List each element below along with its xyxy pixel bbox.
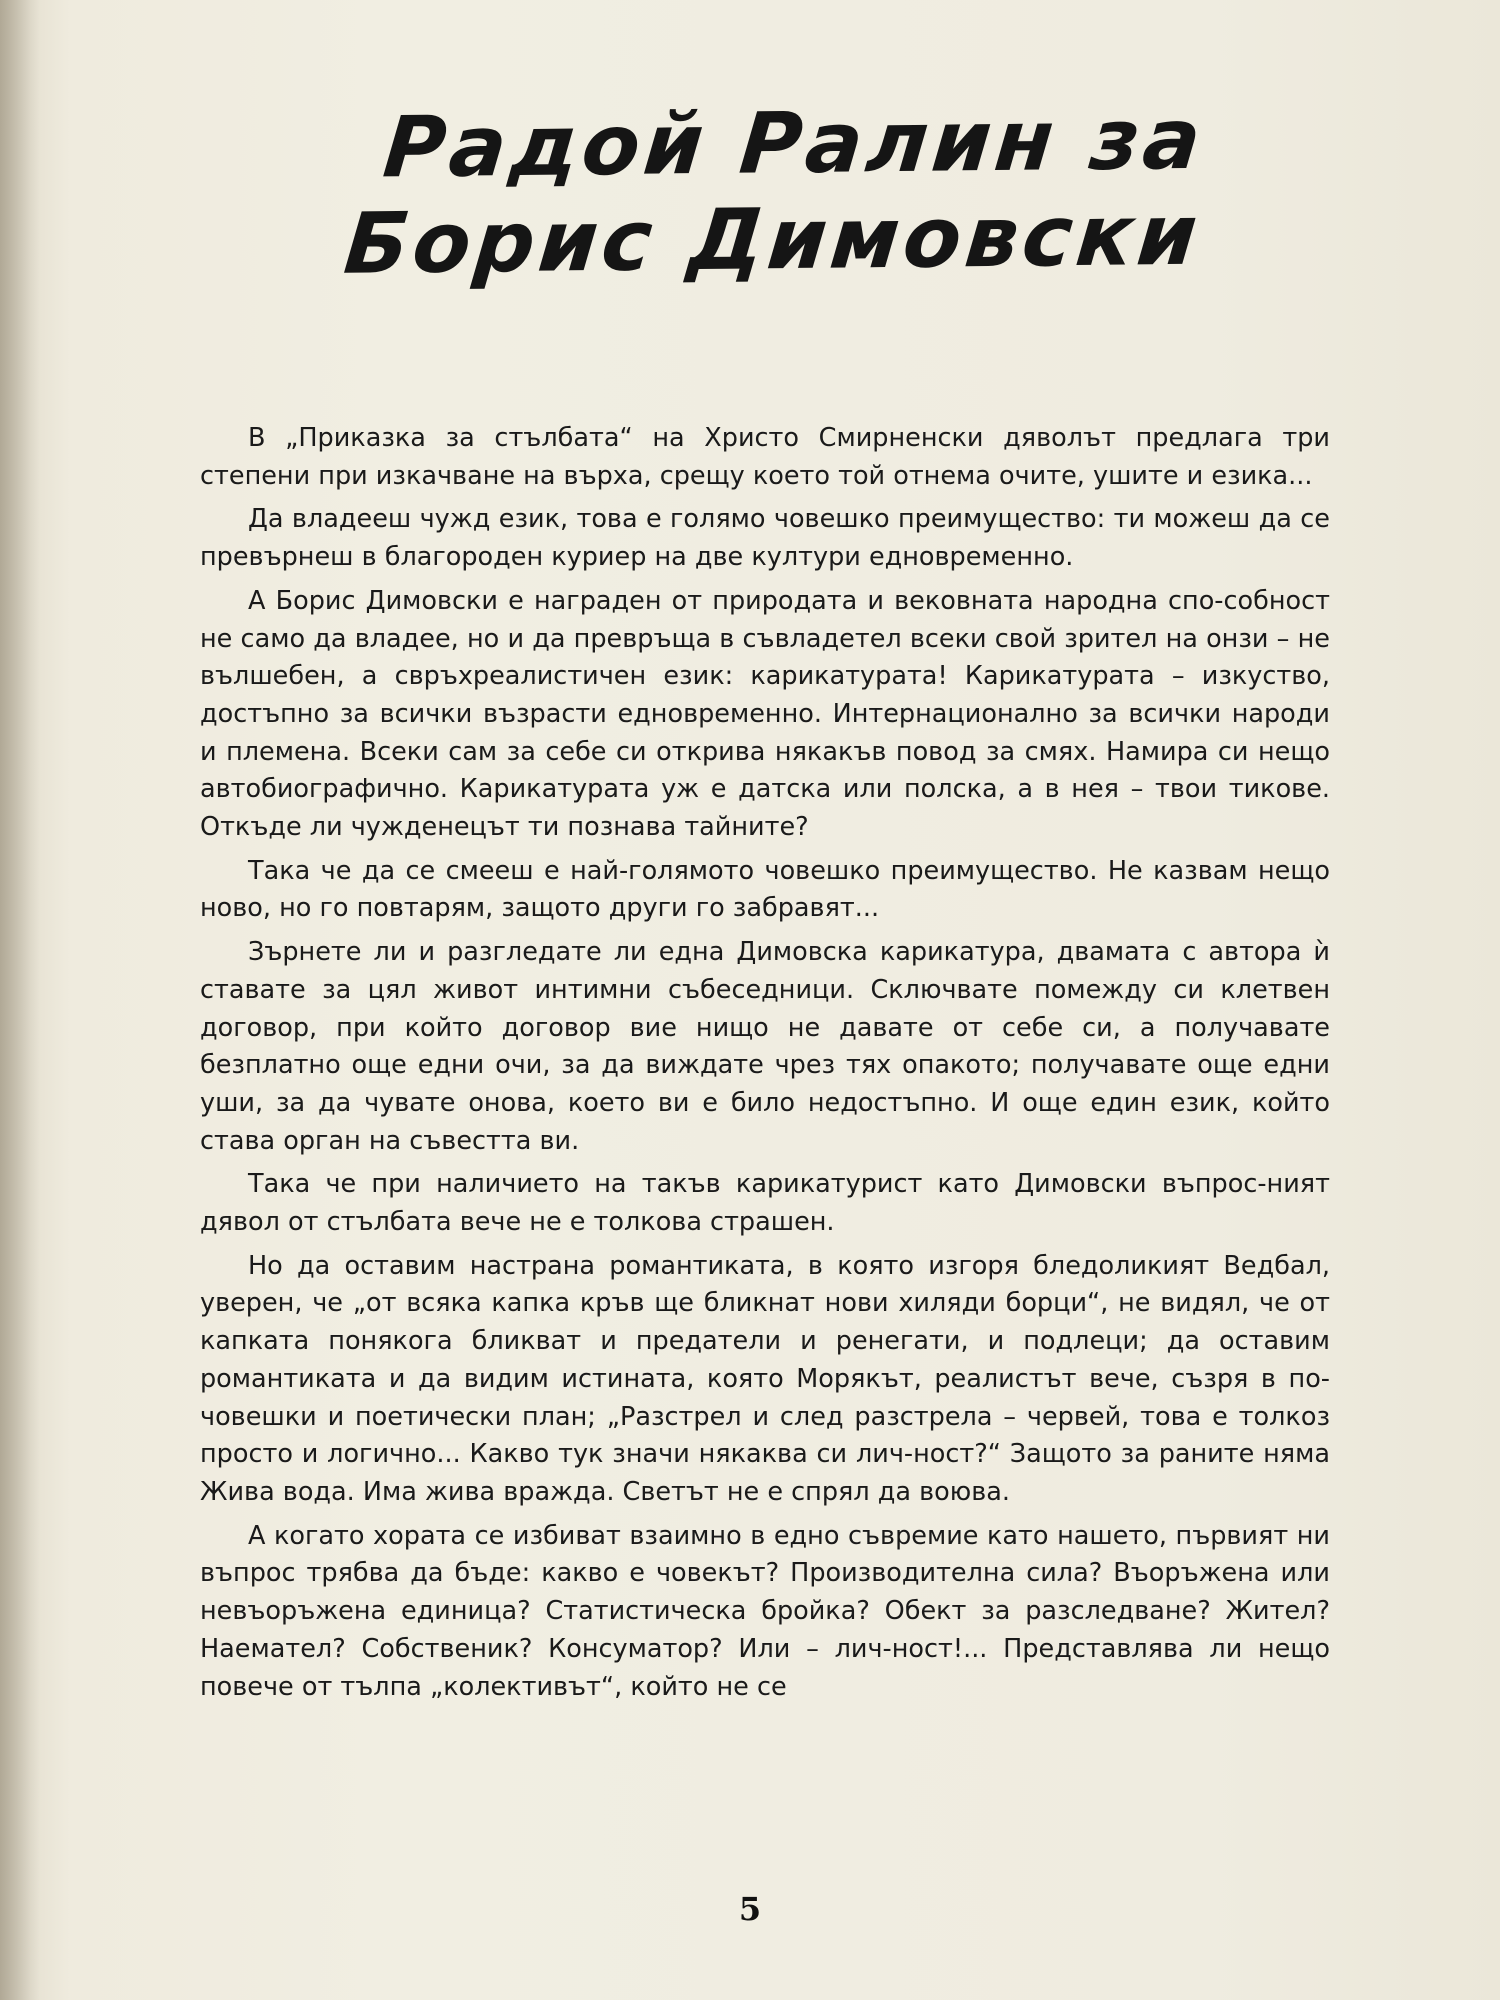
article-body [200, 420, 1330, 1712]
page-number: 5 [738, 1890, 762, 1928]
paragraph: Така че да се смееш е най-голямото човешко преимущество. Не казвам нещо ново, но го повтарям, защото други го забравят... [200, 855, 1330, 924]
paragraph: В „Приказка за стълбата“ на Христо Смирненски дяволът предлага три степени при изкачване на върха, срещу което той отнема очите, ушите и езика... [200, 423, 1330, 491]
paragraph: Зърнете ли и разгледате ли една Димовска карикатура, двамата с автора ѝ ставате за цял живот интимни събеседници. Сключвате помежду си клетвен договор, при който договор вие нищо не давате от себе си, а получавате безплатно още едни очи, за да виждате чрез тях опакото; получавате още едни уши, за да чувате онова, което ви е било недостъпно. И още един език, който става орган на съвестта ви. [200, 937, 1330, 1156]
title-line-2: Борис Димовски [340, 185, 1206, 293]
page-title [340, 89, 1229, 293]
paragraph: Да владееш чужд език, това е голямо човешко преимущество: ти можеш да се превърнеш в благороден куриер на две култури едновременно. [200, 504, 1330, 573]
paragraph: Така че при наличието на такъв карикатурист като Димовски въпрос-ният дявол от стълбата вече не е толкова страшен. [200, 1169, 1330, 1238]
paragraph: А Борис Димовски е награден от природата и вековната народна спо-собност не само да владее, но и да превръща в съвладетел всеки свой зрител на онзи – не вълшебен, а свръхреалистичен език: карикатурата! Карикатурата – изкуство, достъпно за всички възрасти едновременно. Интернационално за всички народи и племена. Всеки сам за себе си открива някакъв повод за смях. Намира си нещо автобиографично. Карикатурата уж е датска или полска, а в нея – твои тикове. Откъде ли чужденецът ти познава тайните? [200, 585, 1330, 843]
paragraph: А когато хората се избиват взаимно в едно съвремие като нашето, първият ни въпрос трябва да бъде: какво е човекът? Производителна сила? Въоръжена или невъоръжена единица? Статистическа бройка? Обект за разследване? Жител? Наемател? Собственик? Консуматор? Или – лич-ност!... Представлява ли нещо повече от тълпа „колективът“, който не се [200, 1520, 1330, 1702]
title-line-1: Радой Ралин за [379, 89, 1209, 197]
paragraph: Но да оставим настрана романтиката, в която изгоря бледоликият Ведбал, уверен, че „от всяка капка кръв ще бликнат нови хиляди борци“, не видял, че от капката понякога бликват и предатели и ренегати, и подлеци; да оставим романтиката и да видим истината, която Морякът, реалистът вече, съзря в по-човешки и поетически план; „Разстрел и след разстрела – червей, това е толкоз просто и логично... Какво тук значи някаква си лич-ност?“ Защото за раните няма Жива вода. Има жива вражда. Светът не е спрял да воюва. [200, 1250, 1330, 1507]
gutter-shadow [0, 0, 40, 2000]
